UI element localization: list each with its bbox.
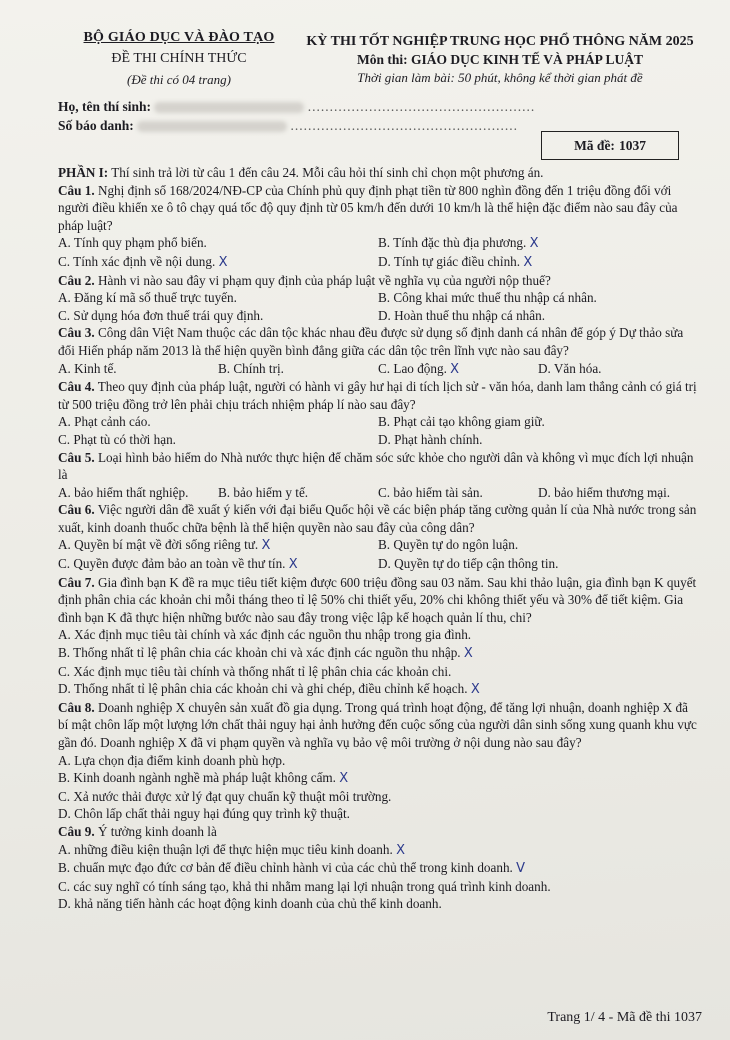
- option: C. bảo hiểm tài sản.: [378, 484, 483, 500]
- option: C. Xả nước thải được xử lý đạt quy chuẩn kỹ thuật môi trường.: [58, 788, 392, 804]
- option: D. bảo hiểm thương mại.: [538, 484, 671, 500]
- option: D. Tính tự giác điều chỉnh. X: [378, 253, 533, 270]
- option: A. bảo hiểm thất nghiệp.: [58, 484, 189, 500]
- part1-heading: [58, 164, 698, 182]
- question-5: [58, 449, 698, 484]
- page-footer: Trang 1/ 4 - Mã đề thi 1037: [547, 1010, 702, 1025]
- options-row: [58, 484, 698, 502]
- header-left: [54, 30, 304, 88]
- question-number: Câu 6.: [58, 502, 95, 518]
- cross-mark: X: [523, 254, 533, 270]
- option: B. Chính trị.: [218, 360, 284, 376]
- question-text: Gia đình bạn K đề ra mục tiêu tiết kiệm được 600 triệu đồng sau 03 năm. Sau khi thảo luận, gia đình bạn K quyết định phân chia các khoản chi mỗi tháng theo tỉ lệ 50% chi thiết yếu, 20% chi không thiết yếu và 30% để tiết kiệm. Gia đình bạn K đã thực hiện những bước nào sau đây trong việc lập kế hoạch quản lí thu, chi?: [58, 574, 697, 625]
- option: A. những điều kiện thuận lợi để thực hiện mục tiêu kinh doanh. X: [58, 841, 405, 858]
- option: B. Phạt cải tạo không giam giữ.: [378, 414, 545, 430]
- option: A. Quyền bí mật về đời sống riêng tư. X: [58, 537, 271, 554]
- official-label: ĐỀ THI CHÍNH THỨC: [111, 51, 247, 66]
- option: B. Công khai mức thuế thu nhập cá nhân.: [378, 290, 597, 306]
- exam-code-box: [541, 131, 679, 160]
- exam-body: [58, 164, 698, 913]
- candidate-id-label: Số báo danh:: [58, 118, 134, 133]
- option: A. Đăng kí mã số thuế trực tuyến.: [58, 290, 237, 306]
- header-right: [300, 34, 700, 86]
- question-number: Câu 5.: [58, 449, 95, 465]
- options-row: [58, 307, 698, 325]
- redacted-id: [137, 121, 287, 132]
- question-number: Câu 4.: [58, 379, 95, 395]
- cross-mark: X: [396, 842, 405, 858]
- option: A. Tính quy phạm phổ biến.: [58, 235, 207, 251]
- question-number: Câu 8.: [58, 699, 95, 715]
- question-7: [58, 574, 698, 627]
- question-text: Theo quy định của pháp luật, người có hành vi gây hư hại di tích lịch sử - văn hóa, danh lam thắng cảnh có giá trị từ 500 triệu đồng trở lên phải chịu trách nhiệm pháp lí nào sau đây?: [58, 379, 697, 412]
- cross-mark: X: [529, 236, 539, 252]
- options-row: [58, 253, 698, 272]
- option: B. Kinh doanh ngành nghề mà pháp luật không cấm. X: [58, 770, 349, 787]
- cross-mark: X: [218, 254, 228, 270]
- ministry-name: BỘ GIÁO DỤC VÀ ĐÀO TẠO: [83, 30, 275, 45]
- question-number: Câu 2.: [58, 272, 95, 288]
- option: C. các suy nghĩ có tính sáng tạo, khả thi nhằm mang lại lợi nhuận trong quá trình kinh doanh.: [58, 878, 551, 894]
- exam-code-value: 1037: [618, 137, 646, 153]
- question-text: Công dân Việt Nam thuộc các dân tộc khác nhau đều được sử dụng số định danh cá nhân để góp ý Dự thảo sửa đổi Hiến pháp năm 2013 là thể hiện quyền bình đẳng giữa các dân tộc trên lĩnh vực nào sau đây?: [58, 325, 684, 358]
- option: C. Quyền được đảm bảo an toàn về thư tín. X: [58, 556, 298, 573]
- options-row: [58, 360, 698, 379]
- cross-mark: X: [339, 771, 349, 787]
- redacted-name: [154, 102, 304, 113]
- option: B. bảo hiểm y tế.: [218, 484, 309, 500]
- exam-code-label: Mã đề:: [574, 137, 615, 153]
- option: D. Phạt hành chính.: [378, 431, 483, 447]
- option: A. Lựa chọn địa điểm kinh doanh phù hợp.: [58, 752, 286, 768]
- question-6: [58, 501, 698, 536]
- option: A. Phạt cảnh cáo.: [58, 414, 151, 430]
- page-count-note: (Đề thi có 04 trang): [127, 72, 231, 87]
- name-dots: ....................................................: [307, 99, 536, 114]
- option: C. Lao động. X: [378, 360, 460, 377]
- option: D. Hoàn thuế thu nhập cá nhân.: [378, 307, 545, 323]
- option: D. Văn hóa.: [538, 360, 602, 376]
- question-text: Loại hình bảo hiểm do Nhà nước thực hiện để chăm sóc sức khỏe cho người dân và không vì mục đích lợi nhuận là: [58, 449, 694, 483]
- options-row: [58, 234, 698, 253]
- question-number: Câu 3.: [58, 325, 95, 341]
- candidate-name-line: [58, 99, 535, 115]
- option: D. Thống nhất tỉ lệ phân chia các khoản chi và ghi chép, điều chỉnh kế hoạch. X: [58, 681, 480, 698]
- option: D. khả năng tiến hành các hoạt động kinh doanh của chủ thể kinh doanh.: [58, 896, 442, 912]
- option: A. Kinh tế.: [58, 360, 117, 376]
- cross-mark: X: [463, 646, 473, 662]
- question-number: Câu 1.: [58, 182, 95, 198]
- tick-mark: V: [516, 861, 526, 877]
- question-text: Doanh nghiệp X chuyên sản xuất đồ gia dụng. Trong quá trình hoạt động, để tăng lợi nhuận, doanh nghiệp X đã bí mật chôn lấp một lượng lớn chất thải nguy hại ảnh hưởng đến cuộc sống của người dân sinh sống xung quanh khu vực gần đó. Doanh nghiệp X đã vi phạm quyền và nghĩa vụ bảo vệ môi trường ở nội dung nào sau đây?: [58, 699, 697, 750]
- part1-instructions: Thí sinh trả lời từ câu 1 đến câu 24. Mỗi câu hỏi thí sinh chỉ chọn một phương án.: [111, 165, 544, 180]
- option: C. Sử dụng hóa đơn thuế trái quy định.: [58, 307, 264, 323]
- question-number: Câu 7.: [58, 574, 95, 590]
- id-dots: ....................................................: [290, 118, 519, 133]
- option: C. Phạt tù có thời hạn.: [58, 431, 176, 447]
- options-row: [58, 555, 698, 574]
- question-9: [58, 823, 698, 841]
- option: B. Quyền tự do ngôn luận.: [378, 537, 519, 553]
- options-row: [58, 289, 698, 307]
- cross-mark: X: [470, 682, 480, 698]
- option: B. Tính đặc thù địa phương. X: [378, 235, 539, 252]
- question-1: [58, 182, 698, 235]
- question-text: Hành vi nào sau đây vi phạm quy định của pháp luật về nghĩa vụ của người nộp thuế?: [97, 272, 551, 288]
- options-row: [58, 536, 698, 555]
- question-8: [58, 699, 698, 752]
- cross-mark: X: [261, 538, 271, 554]
- cross-mark: X: [288, 557, 298, 573]
- candidate-id-line: [58, 118, 518, 134]
- option: A. Xác định mục tiêu tài chính và xác định các nguồn thu nhập trong gia đình.: [58, 627, 472, 643]
- question-number: Câu 9.: [58, 823, 95, 839]
- options-row: [58, 413, 698, 431]
- question-4: [58, 378, 698, 413]
- part1-label: PHẦN I:: [58, 165, 109, 180]
- options-row: [58, 431, 698, 449]
- subject-line: Môn thi: GIÁO DỤC KINH TẾ VÀ PHÁP LUẬT: [356, 52, 644, 67]
- option: B. Thống nhất tỉ lệ phân chia các khoản chi và xác định các nguồn thu nhập. X: [58, 645, 473, 662]
- option: C. Tính xác định về nội dung. X: [58, 253, 228, 270]
- option: D. Quyền tự do tiếp cận thông tin.: [378, 556, 559, 572]
- question-3: [58, 324, 698, 359]
- option: B. chuẩn mực đạo đức cơ bản để điều chỉnh hành vi của các chủ thể trong kinh doanh. V: [58, 860, 526, 877]
- question-text: Nghị định số 168/2024/NĐ-CP của Chính phủ quy định phạt tiền từ 800 nghìn đồng đến 1 triệu đồng đối với người điều khiển xe ô tô chạy quá tốc độ quy định từ 05 km/h đến dưới 10 km/h là thể hiện đặc điểm nào sau đây của pháp luật?: [58, 182, 678, 233]
- time-line: Thời gian làm bài: 50 phút, không kể thời gian phát đề: [357, 70, 643, 85]
- candidate-name-label: Họ, tên thí sinh:: [58, 99, 152, 114]
- question-text: Ý tưởng kinh doanh là: [97, 823, 217, 839]
- option: D. Chôn lấp chất thải nguy hại đúng quy trình kỹ thuật.: [58, 806, 350, 822]
- option: C. Xác định mục tiêu tài chính và thống nhất tỉ lệ phân chia các khoản chi.: [58, 663, 452, 679]
- cross-mark: X: [450, 361, 460, 377]
- exam-title: KỲ THI TỐT NGHIỆP TRUNG HỌC PHỔ THÔNG NĂM 2025: [306, 34, 694, 49]
- question-text: Việc người dân đề xuất ý kiến với đại biểu Quốc hội về các biện pháp tăng cường quản lí của Nhà nước trong sản xuất, kinh doanh thuốc chữa bệnh là thể hiện quyền nào sau đây của công dân?: [58, 502, 697, 535]
- question-2: [58, 272, 698, 290]
